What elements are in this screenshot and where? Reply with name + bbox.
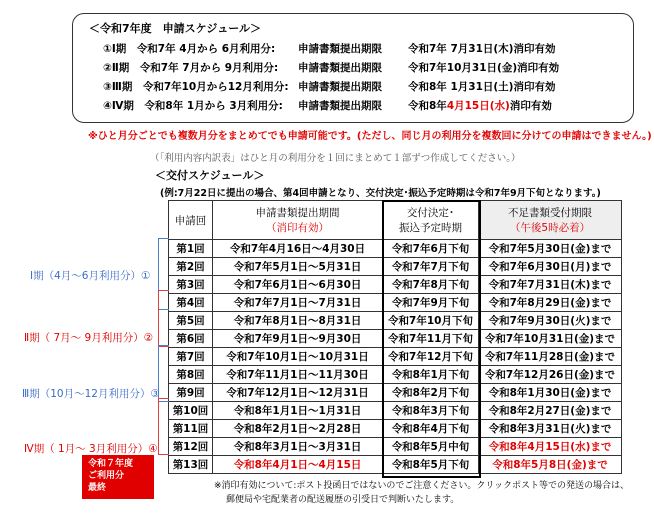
deadline-suffix: 消印有効	[513, 81, 556, 93]
table-row	[169, 294, 622, 312]
application-period: ④Ⅳ期 令和8年 1月から 3月利用分:	[103, 100, 283, 112]
period-4-bracket	[158, 398, 169, 455]
cell-decision: 令和7年10月下旬	[383, 312, 479, 330]
cell-deficiency: 令和7年8月29日(金)まで	[479, 294, 622, 312]
final-round-badge	[82, 455, 154, 499]
period-4-label: Ⅳ期（ 1月～ 3月利用分）④	[24, 443, 158, 455]
cell-deficiency: 令和7年7月31日(木)まで	[479, 276, 622, 294]
cell-deficiency: 令和7年12月26日(金)まで	[479, 366, 622, 384]
delivery-example-note: (例:7月22日に提出の場合、第4回申請となり、交付決定･振込予定時期は令和7年9月下旬となります。)	[160, 188, 601, 199]
application-schedule-title: ＜令和7年度 申請スケジュール＞	[89, 22, 261, 35]
cell-period: 令和7年12月1日～12月31日	[213, 384, 383, 402]
cell-decision: 令和8年4月下旬	[383, 420, 479, 438]
cell-round: 第7回	[169, 348, 213, 366]
deadline-suffix: 消印有効	[517, 62, 560, 74]
cell-period: 令和8年2月1日～2月28日	[213, 420, 383, 438]
cell-decision: 令和7年7月下旬	[383, 258, 479, 276]
header-deficiency: 不足書類受付期限 （午後5時必着）	[479, 201, 622, 240]
deadline-date: 令和7年 7月31日(木)	[408, 43, 514, 55]
table-row	[169, 240, 622, 258]
cell-period: 令和8年3月1日～3月31日	[213, 438, 383, 456]
deadline-suffix: 消印有効	[513, 43, 556, 55]
cell-round: 第5回	[169, 312, 213, 330]
application-row	[103, 98, 552, 113]
cell-deficiency: 令和8年2月27日(金)まで	[479, 402, 622, 420]
deadline-label: 申請書類提出期限	[298, 81, 382, 93]
period-3-label: Ⅲ期（10月～12月利用分）③	[22, 388, 160, 400]
multi-month-note: ※ひと月分ごとでも複数月分をまとめてでも申請可能です。(ただし、同じ月の利用分を複数回に分けての申請はできません。)	[88, 131, 652, 142]
cell-decision: 令和8年2月下旬	[383, 384, 479, 402]
cell-period: 令和7年4月16日～4月30日	[213, 240, 383, 258]
cell-decision: 令和8年5月中旬	[383, 438, 479, 456]
cell-deficiency: 令和7年10月31日(金)まで	[479, 330, 622, 348]
cell-round: 第3回	[169, 276, 213, 294]
cell-deficiency: 令和8年1月30日(金)まで	[479, 384, 622, 402]
deadline-label: 申請書類提出期限	[298, 100, 382, 112]
cell-round: 第11回	[169, 420, 213, 438]
period-2-bracket	[158, 290, 169, 347]
cell-decision: 令和8年1月下旬	[383, 366, 479, 384]
cell-decision: 令和7年9月下旬	[383, 294, 479, 312]
cell-period: 令和7年10月1日～10月31日	[213, 348, 383, 366]
deadline-date-highlight: 4月15日(水)	[446, 100, 510, 112]
application-schedule-box	[72, 13, 634, 123]
final-badge-line-2: ご利用分	[88, 471, 125, 481]
table-row	[169, 384, 622, 402]
deadline-label: 申請書類提出期限	[298, 62, 382, 74]
cell-round: 第8回	[169, 366, 213, 384]
cell-deficiency: 令和7年11月28日(金)まで	[479, 348, 622, 366]
cell-decision: 令和8年5月下旬	[383, 456, 479, 474]
deadline-suffix: 消印有効	[509, 100, 552, 112]
cell-round: 第2回	[169, 258, 213, 276]
application-row	[103, 41, 555, 56]
breakdown-note: （「利用内容内訳表」はひと月の利用分を１回にまとめて１部ずつ作成してください。）	[150, 153, 521, 164]
cell-period: 令和8年1月1日～1月31日	[213, 402, 383, 420]
final-badge-line-1: 令和７年度	[88, 459, 134, 469]
cell-decision: 令和7年6月下旬	[383, 240, 479, 258]
cell-decision: 令和7年8月下旬	[383, 276, 479, 294]
cell-period: 令和8年4月1日～4月15日	[213, 456, 383, 474]
delivery-schedule-table	[168, 200, 622, 474]
table-row	[169, 330, 622, 348]
table-row	[169, 312, 622, 330]
delivery-schedule-title: ＜交付スケジュール＞	[155, 169, 265, 182]
cell-period: 令和7年6月1日～6月30日	[213, 276, 383, 294]
cell-period: 令和7年11月1日～11月30日	[213, 366, 383, 384]
cell-round: 第10回	[169, 402, 213, 420]
application-period: ②Ⅱ期 令和7年 7月から 9月利用分:	[103, 62, 279, 74]
cell-deficiency: 令和8年5月8日(金)まで	[479, 456, 622, 474]
table-row	[169, 258, 622, 276]
footnote-line-2: 郵便局や宅配業者の配送履歴の引受日で判断いたします。	[226, 495, 460, 505]
cell-decision: 令和7年12月下旬	[383, 348, 479, 366]
cell-decision: 令和7年11月下旬	[383, 330, 479, 348]
period-2-label: Ⅱ期（ 7月～ 9月利用分）②	[24, 332, 154, 344]
period-1-label: Ⅰ期（4月～6月利用分）①	[30, 270, 151, 282]
cell-period: 令和7年5月1日～5月31日	[213, 258, 383, 276]
cell-period: 令和7年7月1日～7月31日	[213, 294, 383, 312]
cell-deficiency: 令和8年3月31日(火)まで	[479, 420, 622, 438]
cell-period: 令和7年9月1日～9月30日	[213, 330, 383, 348]
final-badge-line-3: 最終	[88, 483, 107, 493]
application-period: ③Ⅲ期 令和7年10月から12月利用分:	[103, 81, 289, 93]
deadline-date: 令和7年10月31日(金)	[408, 62, 518, 74]
table-row	[169, 420, 622, 438]
deadline-date: 令和8年 1月31日(土)	[408, 81, 514, 93]
header-period: 申請書類提出期間 （消印有効）	[213, 201, 383, 240]
cell-deficiency: 令和7年9月30日(火)まで	[479, 312, 622, 330]
cell-round: 第12回	[169, 438, 213, 456]
application-period: ①Ⅰ期 令和7年 4月から 6月利用分:	[103, 43, 276, 55]
cell-round: 第1回	[169, 240, 213, 258]
table-row	[169, 276, 622, 294]
cell-decision: 令和8年3月下旬	[383, 402, 479, 420]
cell-round: 第13回	[169, 456, 213, 474]
cell-deficiency: 令和8年4月15日(水)まで	[479, 438, 622, 456]
application-row	[103, 60, 559, 75]
deadline-date: 令和8年	[408, 100, 447, 112]
table-row	[169, 402, 622, 420]
table-header-row	[169, 201, 622, 240]
table-row	[169, 348, 622, 366]
header-round: 申請回	[169, 201, 213, 240]
application-row	[103, 79, 555, 94]
cell-round: 第9回	[169, 384, 213, 402]
table-row	[169, 438, 622, 456]
deadline-label: 申請書類提出期限	[298, 43, 382, 55]
cell-deficiency: 令和7年5月30日(金)まで	[479, 240, 622, 258]
header-decision: 交付決定･ 振込予定時期	[383, 201, 479, 240]
footnote-line-1: ※消印有効について:ポスト投函日ではないのでご注意ください。クリックポスト等での発送の場合は、	[214, 481, 630, 491]
cell-round: 第4回	[169, 294, 213, 312]
cell-round: 第6回	[169, 330, 213, 348]
table-row	[169, 366, 622, 384]
cell-deficiency: 令和7年6月30日(月)まで	[479, 258, 622, 276]
cell-period: 令和7年8月1日～8月31日	[213, 312, 383, 330]
table-row	[169, 456, 622, 474]
